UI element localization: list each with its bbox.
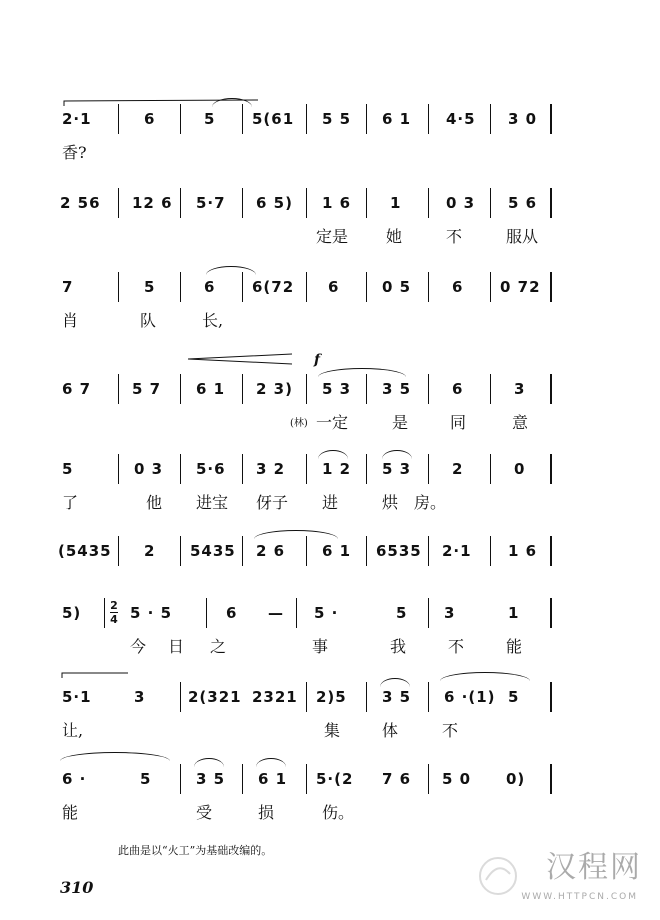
note: 6 7 xyxy=(62,380,92,398)
barline xyxy=(104,598,105,628)
note: 5 xyxy=(204,110,216,128)
time-signature xyxy=(110,600,118,625)
barline xyxy=(118,454,119,484)
notes-row xyxy=(0,272,660,312)
barline xyxy=(366,272,367,302)
barline xyxy=(366,188,367,218)
lyric: 不 xyxy=(446,227,463,246)
barline xyxy=(366,536,367,566)
note: 1 6 xyxy=(508,542,538,560)
score-system-5 xyxy=(0,454,660,534)
barline xyxy=(366,104,367,134)
score-system-3 xyxy=(0,272,660,352)
lyrics-row xyxy=(0,800,660,824)
note: (5435 xyxy=(58,542,112,560)
note: 0 3 xyxy=(446,194,476,212)
lyric: 今 xyxy=(130,637,147,656)
barline xyxy=(366,682,367,712)
lyric: 不 xyxy=(448,637,465,656)
barline xyxy=(550,374,552,404)
note: 0 72 xyxy=(500,278,541,296)
barline xyxy=(428,598,429,628)
note: 3 2 xyxy=(256,460,286,478)
lyric: 我 xyxy=(390,637,407,656)
barline xyxy=(118,374,119,404)
lyric: (林) xyxy=(290,418,308,429)
note: 0 xyxy=(514,460,526,478)
barline xyxy=(428,682,429,712)
barline xyxy=(490,536,491,566)
barline xyxy=(306,536,307,566)
barline xyxy=(242,272,243,302)
notes-row xyxy=(0,764,660,804)
lyric: 能 xyxy=(62,803,79,822)
note: 1 xyxy=(508,604,520,622)
note: 2(321 xyxy=(188,688,242,706)
note: 3 5 xyxy=(382,688,412,706)
note: 5 · xyxy=(314,604,339,622)
page-number: 310 xyxy=(60,878,94,897)
lyric: 一定 xyxy=(316,413,349,432)
score-system-9 xyxy=(0,764,660,844)
lyric: 能 xyxy=(506,637,523,656)
note: 2321 xyxy=(252,688,298,706)
notes-row xyxy=(0,682,660,722)
note: 5 6 xyxy=(508,194,538,212)
barline xyxy=(306,374,307,404)
note: 6 xyxy=(204,278,216,296)
barline xyxy=(366,374,367,404)
barline xyxy=(242,536,243,566)
note: 5 · 5 xyxy=(130,604,173,622)
lyric: 损 xyxy=(258,803,275,822)
note: 12 6 xyxy=(132,194,173,212)
note: 6 xyxy=(452,380,464,398)
lyrics-row xyxy=(0,224,660,248)
notes-row xyxy=(0,188,660,228)
note: 0 5 xyxy=(382,278,412,296)
note: 5 0 xyxy=(442,770,472,788)
watermark-text: 汉程网 xyxy=(546,850,642,885)
note: 2 6 xyxy=(256,542,286,560)
lyric: 事 xyxy=(312,637,329,656)
lyric: 进 xyxy=(322,493,339,512)
note: 6 xyxy=(452,278,464,296)
lyrics-row xyxy=(0,718,660,742)
lyric: 让, xyxy=(62,721,84,740)
barline xyxy=(366,454,367,484)
barline xyxy=(490,104,491,134)
score-system-2 xyxy=(0,188,660,268)
notes-row xyxy=(0,454,660,494)
lyrics-row xyxy=(0,634,660,658)
notes-row xyxy=(0,536,660,576)
note: 2·1 xyxy=(62,110,92,128)
barline xyxy=(180,188,181,218)
note: 6 xyxy=(328,278,340,296)
barline xyxy=(180,104,181,134)
barline xyxy=(306,188,307,218)
note: 5·7 xyxy=(196,194,226,212)
barline xyxy=(242,454,243,484)
barline xyxy=(242,104,243,134)
lyrics-row xyxy=(0,490,660,514)
note: 6 xyxy=(144,110,156,128)
barline xyxy=(550,454,552,484)
note: 4·5 xyxy=(446,110,476,128)
note: 6 1 xyxy=(382,110,412,128)
lyric: 同 xyxy=(450,413,467,432)
barline xyxy=(242,188,243,218)
note: 5 xyxy=(62,460,74,478)
barline xyxy=(428,536,429,566)
note: 5 xyxy=(508,688,520,706)
note: 7 xyxy=(62,278,74,296)
barline xyxy=(428,454,429,484)
note: 7 6 xyxy=(382,770,412,788)
lyrics-row xyxy=(0,308,660,332)
barline xyxy=(428,104,429,134)
lyric: 体 xyxy=(382,721,399,740)
score-system-1 xyxy=(0,104,660,184)
barline xyxy=(490,374,491,404)
note: 5 xyxy=(396,604,408,622)
lyric: 房。 xyxy=(414,493,447,512)
barline xyxy=(428,188,429,218)
note: 5) xyxy=(62,604,82,622)
barline xyxy=(550,536,552,566)
note: 3 xyxy=(444,604,456,622)
lyric: 队 xyxy=(140,311,157,330)
crescendo-hairpin xyxy=(186,352,298,366)
lyric: 她 xyxy=(386,227,403,246)
lyric: 伤。 xyxy=(322,803,355,822)
lyric: 他 xyxy=(146,493,163,512)
note: 3 5 xyxy=(382,380,412,398)
barline xyxy=(550,104,552,134)
note: 1 2 xyxy=(322,460,352,478)
barline xyxy=(428,764,429,794)
lyric: 日 xyxy=(168,637,185,656)
note: 6 1 xyxy=(196,380,226,398)
note: 6 1 xyxy=(322,542,352,560)
barline xyxy=(490,188,491,218)
top-line xyxy=(60,670,130,680)
barline xyxy=(428,374,429,404)
barline xyxy=(180,272,181,302)
score-system-4 xyxy=(0,352,660,454)
barline xyxy=(550,764,552,794)
lyric: 香? xyxy=(62,143,87,162)
lyric: 服从 xyxy=(506,227,539,246)
watermark-url: WWW.HTTPCN.COM xyxy=(521,892,638,902)
barline xyxy=(550,682,552,712)
lyric: 定是 xyxy=(316,227,349,246)
barline xyxy=(550,272,552,302)
note: 5435 xyxy=(190,542,236,560)
lyric: 肖 xyxy=(62,311,79,330)
barline xyxy=(180,454,181,484)
note: 5 xyxy=(140,770,152,788)
lyric: 意 xyxy=(512,413,529,432)
lyric: 之 xyxy=(210,637,227,656)
barline xyxy=(490,454,491,484)
barline xyxy=(118,104,119,134)
note: 3 xyxy=(514,380,526,398)
barline xyxy=(180,536,181,566)
lyric: 烘 xyxy=(382,493,399,512)
note: 1 6 xyxy=(322,194,352,212)
note: 0 3 xyxy=(134,460,164,478)
lyric: 是 xyxy=(392,413,409,432)
note: 3 5 xyxy=(196,770,226,788)
notes-row xyxy=(0,598,660,638)
lyrics-row xyxy=(0,140,660,164)
note: 5(61 xyxy=(252,110,295,128)
note: 2)5 xyxy=(316,688,347,706)
note: 5 7 xyxy=(132,380,162,398)
barline xyxy=(306,454,307,484)
time-signature-top: 2 xyxy=(110,599,118,612)
lyric: 不 xyxy=(442,721,459,740)
note: 2 xyxy=(452,460,464,478)
note: 5 xyxy=(144,278,156,296)
barline xyxy=(306,764,307,794)
note: 6535 xyxy=(376,542,422,560)
barline xyxy=(550,188,552,218)
lyric: 进宝 xyxy=(196,493,229,512)
barline xyxy=(242,374,243,404)
lyric: 集 xyxy=(324,721,341,740)
notes-row xyxy=(0,374,660,414)
score-system-7 xyxy=(0,598,660,678)
note: 3 0 xyxy=(508,110,538,128)
barline xyxy=(428,272,429,302)
note: — xyxy=(268,604,284,622)
footnote: 此曲是以“火工”为基础改编的。 xyxy=(118,844,273,857)
score-system-8 xyxy=(0,682,660,762)
barline xyxy=(242,764,243,794)
barline xyxy=(180,682,181,712)
note: 6(72 xyxy=(252,278,295,296)
lyrics-row xyxy=(0,410,660,434)
note: 5·6 xyxy=(196,460,226,478)
barline xyxy=(306,272,307,302)
note: 6 xyxy=(226,604,238,622)
barline xyxy=(118,188,119,218)
note: 5·(2 xyxy=(316,770,354,788)
barline xyxy=(490,272,491,302)
barline xyxy=(118,272,119,302)
note: 5 3 xyxy=(322,380,352,398)
barline xyxy=(306,104,307,134)
dynamic-mark: f xyxy=(314,352,321,368)
time-signature-bottom: 4 xyxy=(110,613,118,626)
note: 2 3) xyxy=(256,380,293,398)
note: 2·1 xyxy=(442,542,472,560)
note: 5 3 xyxy=(382,460,412,478)
note: 6 ·(1) xyxy=(444,688,496,706)
lyric: 伢子 xyxy=(256,493,289,512)
note: 3 xyxy=(134,688,146,706)
lyric: 受 xyxy=(196,803,213,822)
notes-row xyxy=(0,104,660,144)
note: 5·1 xyxy=(62,688,92,706)
barline xyxy=(118,536,119,566)
note: 6 1 xyxy=(258,770,288,788)
note: 1 xyxy=(390,194,402,212)
barline xyxy=(180,374,181,404)
lyric: 长, xyxy=(202,311,224,330)
note: 6 · xyxy=(62,770,87,788)
barline xyxy=(296,598,297,628)
barline xyxy=(180,764,181,794)
note: 5 5 xyxy=(322,110,352,128)
note: 0) xyxy=(506,770,526,788)
note: 2 56 xyxy=(60,194,101,212)
note: 6 5) xyxy=(256,194,293,212)
barline xyxy=(306,682,307,712)
note: 2 xyxy=(144,542,156,560)
barline xyxy=(550,598,552,628)
lyric: 了 xyxy=(62,493,79,512)
barline xyxy=(206,598,207,628)
